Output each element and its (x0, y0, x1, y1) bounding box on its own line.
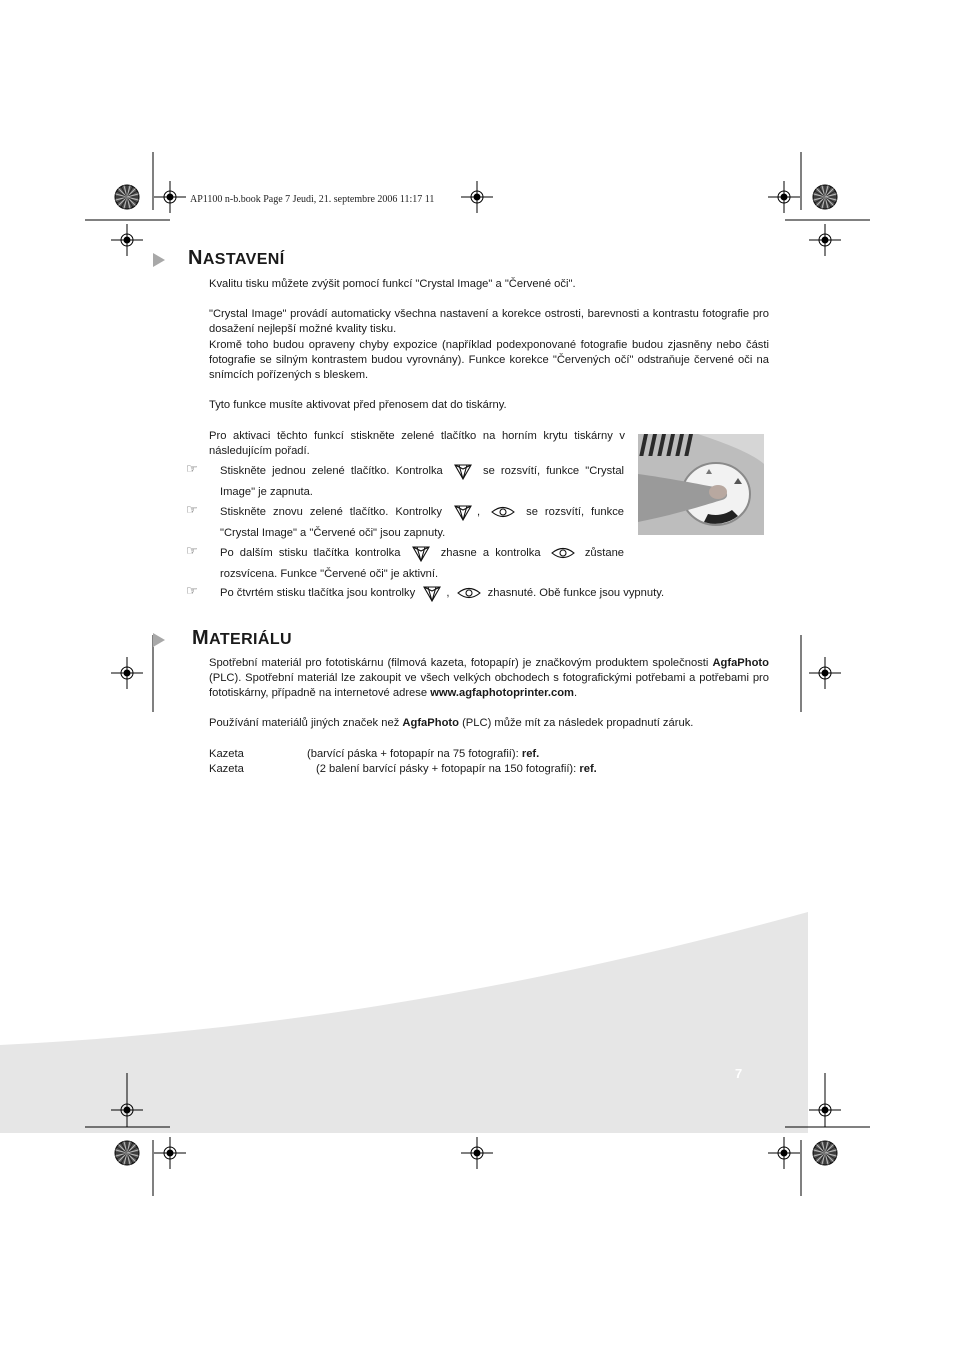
paragraph: Kvalitu tisku můžete zvýšit pomocí funkcí "Crystal Image" a "Červené oči". (209, 278, 576, 290)
section-arrow-icon (153, 253, 165, 267)
paragraph: Pro aktivaci těchto funkcí stiskněte zelené tlačítko na horním krytu tiskárny v následujícím pořadí. (209, 430, 625, 457)
diamond-icon (410, 543, 432, 563)
paragraph: "Crystal Image" provádí automaticky všechna nastavení a korekce ostrosti, barevnosti a kontrastu fotografie pro dosažení nejlepší možné kvality tisku. (209, 308, 769, 335)
diamond-icon (452, 461, 474, 481)
paragraph: Tyto funkce musíte aktivovat před přenosem dat do tiskárny. (209, 399, 507, 411)
hand-pointing-icon: ☞ (186, 583, 198, 598)
list-item: Stiskněte znovu zelené tlačítko. Kontrolky , se rozsvítí, funkce "Crystal Image" a "Červené oči" jsou zapnuty. (220, 502, 624, 543)
diamond-icon (452, 502, 474, 522)
book-header-line: AP1100 n-b.book Page 7 Jeudi, 21. septembre 2006 11:17 11 (190, 194, 435, 205)
diamond-icon (421, 583, 443, 603)
cartridge-row: Kazeta (209, 748, 244, 760)
paragraph: Používání materiálů jiných značek než AgfaPhoto (PLC) může mít za následek propadnutí záruk. (209, 717, 694, 729)
paragraph: Kromě toho budou opraveny chyby expozice (například podexponované fotografie budou zjasněny nebo části fotografie se silným kontrastem budou vyrovnány). Funkce korekce "Červených očí" odstraňuje červené oči na snímcích pořízených s bleskem. (209, 339, 769, 381)
hand-pointing-icon: ☞ (186, 543, 198, 558)
hand-pointing-icon: ☞ (186, 461, 198, 476)
printer-button-photo (638, 434, 764, 535)
list-item: Po čtvrtém stisku tlačítka jsou kontrolky , zhasnuté. Obě funkce jsou vypnuty. (220, 583, 760, 604)
list-item: Stiskněte jednou zelené tlačítko. Kontrolka se rozsvítí, funkce "Crystal Image" je zapnuta. (220, 461, 624, 502)
cartridge-desc: (2 balení barvící pásky + fotopapír na 150 fotografií): ref. (316, 763, 597, 775)
list-item: Po dalším stisku tlačítka kontrolka zhasne a kontrolka zůstane rozsvícena. Funkce "Červené oči" je aktivní. (220, 543, 624, 584)
paragraph: Spotřební materiál pro fototiskárnu (filmová kazeta, fotopapír) je značkovým produktem společnosti AgfaPhoto (PLC). Spotřební materiál lze zakoupit ve všech velkých obchodech s fotografickými potřebami a potřebami pro fototiskárny, případně na internetové adrese www.agfaphotoprinter.com. (209, 657, 769, 699)
website-url: www.agfaphotoprinter.com (430, 687, 574, 699)
eye-icon (550, 545, 576, 561)
page-number: 7 (735, 1066, 743, 1081)
cartridge-row: Kazeta (209, 763, 244, 775)
hand-pointing-icon: ☞ (186, 502, 198, 517)
eye-icon (490, 504, 516, 520)
eye-icon (456, 585, 482, 601)
section-title-nastaveni: NASTAVENÍ (188, 247, 285, 269)
section-arrow-icon (153, 633, 165, 647)
cartridge-desc: (barvící páska + fotopapír na 75 fotografií): ref. (307, 748, 540, 760)
section-title-materialu: MATERIÁLU (192, 627, 292, 649)
